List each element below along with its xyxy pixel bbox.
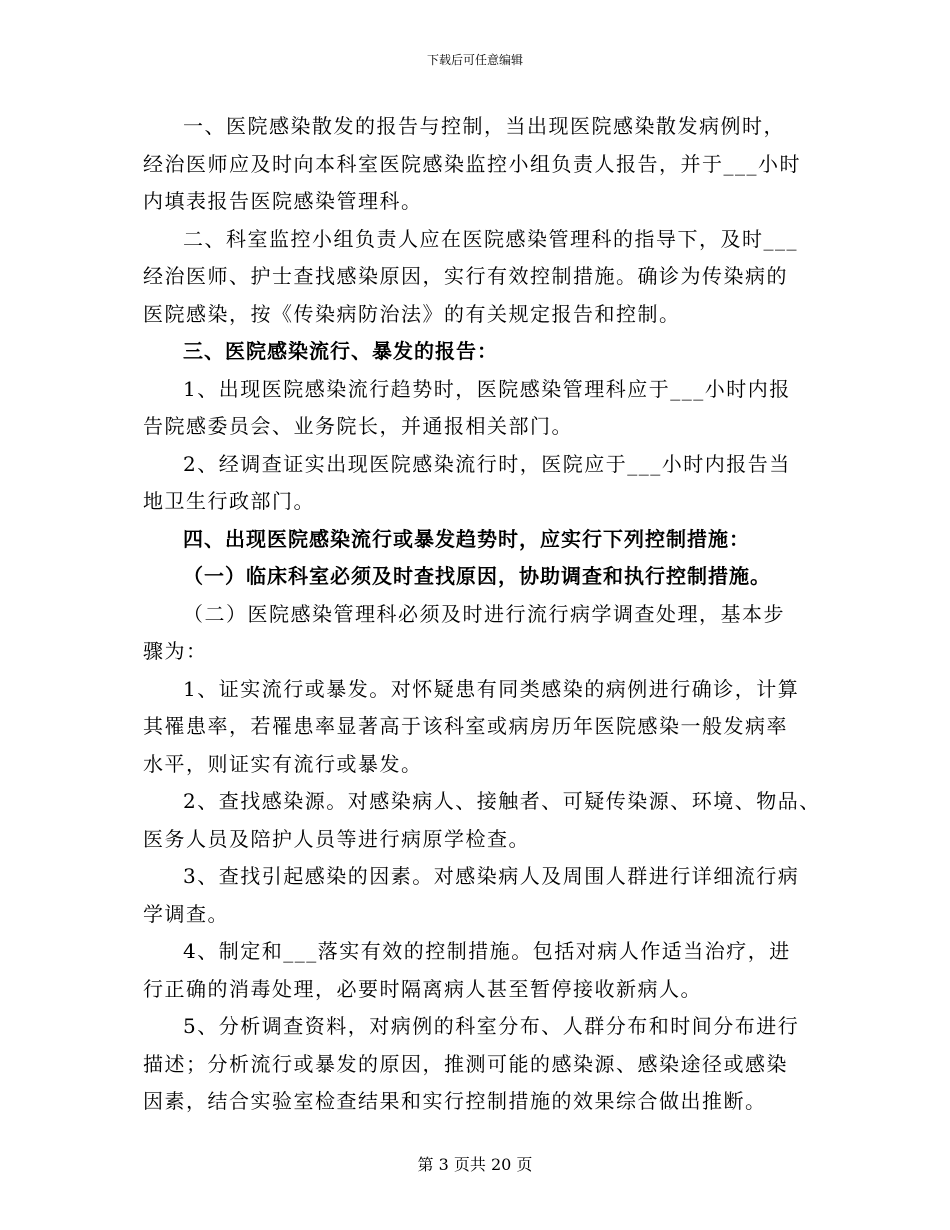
text-line: 水平，则证实有流行或暴发。 xyxy=(143,751,423,776)
text-line: 二、科室监控小组负责人应在医院感染管理科的指导下，及时___ xyxy=(183,226,798,251)
text-line: 其罹患率，若罹患率显著高于该科室或病房历年医院感染一般发病率 xyxy=(143,714,788,738)
paragraph xyxy=(143,933,813,1008)
text-line: 1、出现医院感染流行趋势时，医院感染管理科应于___小时内报 xyxy=(183,376,791,401)
text-line: 描述；分析流行或暴发的原因，推测可能的感染源、感染途径或感染 xyxy=(143,1051,788,1076)
text-line: 内填表报告医院感染管理科。 xyxy=(143,189,423,213)
text-line: 三、医院感染流行、暴发的报告： xyxy=(183,339,498,363)
paragraph xyxy=(143,221,813,334)
page-footer: 第 3 页共 20 页 xyxy=(417,1155,533,1174)
paragraph xyxy=(143,858,813,933)
paragraph xyxy=(143,108,813,221)
text-line: 四、出现医院感染流行或暴发趋势时，应实行下列控制措施： xyxy=(183,526,750,551)
text-line: 经治医师、护士查找感染原因，实行有效控制措施。确诊为传染病的 xyxy=(143,264,788,288)
paragraph xyxy=(143,1008,813,1121)
paragraph xyxy=(143,671,813,784)
text-line: 学调查。 xyxy=(143,901,229,926)
text-line: 告院感委员会、业务院长，并通报相关部门。 xyxy=(143,414,573,438)
page-header: 下载后可任意编辑 xyxy=(426,53,523,67)
paragraph xyxy=(143,371,813,446)
text-line: 5、分析调查资料，对病例的科室分布、人群分布和时间分布进行 xyxy=(183,1014,800,1038)
text-line: （二）医院感染管理科必须及时进行流行病学调查处理，基本步 xyxy=(183,601,785,626)
paragraph xyxy=(143,783,821,858)
text-line: 行正确的消毒处理，必要时隔离病人甚至暂停接收新病人。 xyxy=(143,976,702,1001)
section-heading xyxy=(143,521,813,559)
text-line: 医务人员及陪护人员等进行病原学检查。 xyxy=(143,826,530,851)
text-line: 经治医师应及时向本科室医院感染监控小组负责人报告，并于___小时 xyxy=(143,151,801,176)
paragraph xyxy=(143,596,813,671)
text-line: 2、查找感染源。对感染病人、接触者、可疑传染源、环境、物品、 xyxy=(183,789,821,813)
text-line: 3、查找引起感染的因素。对感染病人及周围人群进行详细流行病 xyxy=(183,864,800,888)
text-line: 一、医院感染散发的报告与控制，当出现医院感染散发病例时， xyxy=(183,114,785,138)
text-line: 4、制定和___落实有效的控制措施。包括对病人作适当治疗，进 xyxy=(183,939,791,963)
section-heading xyxy=(143,333,813,371)
text-line: （一）临床科室必须及时查找原因，协助调查和执行控制措施。 xyxy=(183,564,771,588)
document-body xyxy=(143,108,821,1121)
paragraph xyxy=(143,446,813,521)
text-line: 2、经调查证实出现医院感染流行时，医院应于___小时内报告当 xyxy=(183,451,791,476)
text-line: 1、证实流行或暴发。对怀疑患有同类感染的病例进行确诊，计算 xyxy=(183,676,800,701)
section-heading xyxy=(143,558,813,596)
text-line: 因素，结合实验室检查结果和实行控制措施的效果综合做出推断。 xyxy=(143,1089,767,1113)
text-line: 骤为： xyxy=(143,639,208,663)
text-line: 地卫生行政部门。 xyxy=(143,489,315,513)
text-line: 医院感染，按《传染病防治法》的有关规定报告和控制。 xyxy=(143,301,681,326)
